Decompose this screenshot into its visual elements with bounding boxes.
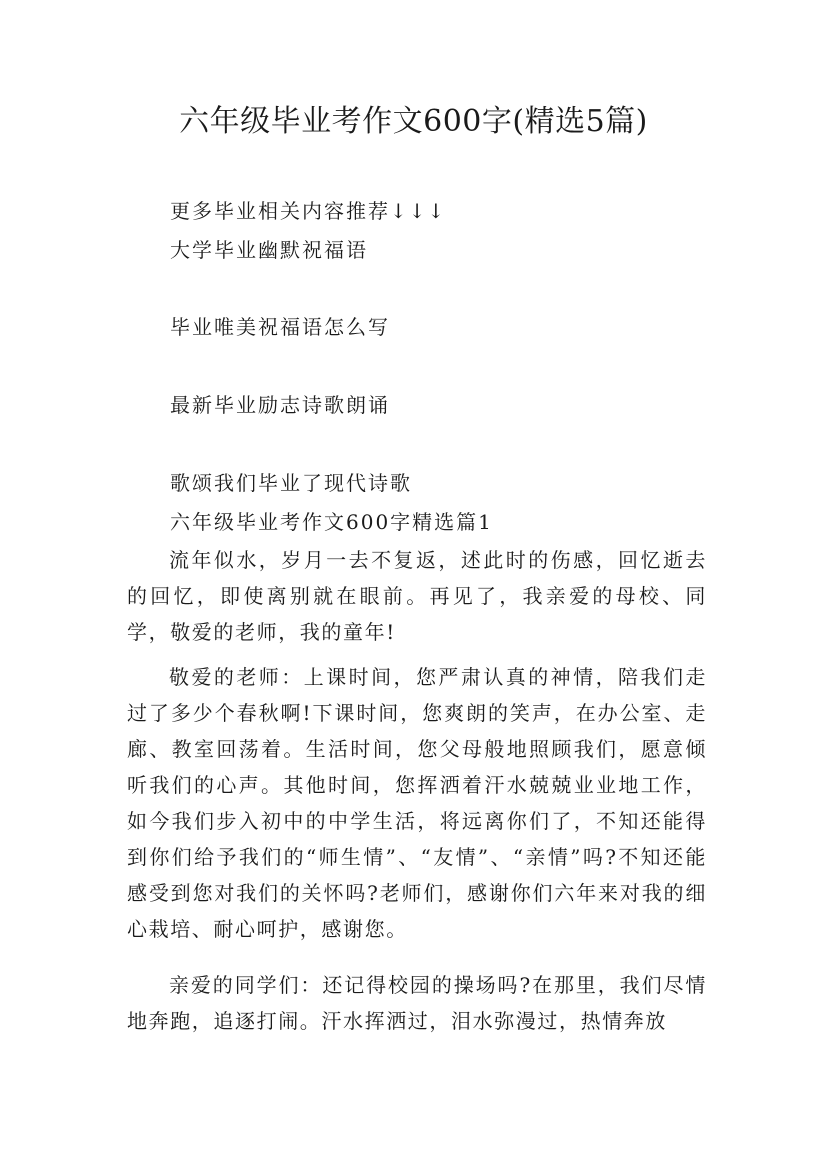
section-heading: 六年级毕业考作文600字精选篇1 — [170, 510, 493, 534]
recommend-link-1[interactable]: 大学毕业幽默祝福语 — [170, 238, 368, 262]
recommend-link-3[interactable]: 最新毕业励志诗歌朗诵 — [170, 393, 390, 417]
recommend-link-2[interactable]: 毕业唯美祝福语怎么写 — [170, 315, 390, 339]
document-title: 六年级毕业考作文600字(精选5篇) — [179, 104, 648, 139]
recommend-link-4[interactable]: 歌颂我们毕业了现代诗歌 — [170, 471, 412, 495]
recommend-header: 更多毕业相关内容推荐↓↓↓ — [170, 199, 447, 223]
paragraph-1: 流年似水，岁月一去不复返，述此时的伤感，回忆逝去的回忆，即使离别就在眼前。再见了，我亲爱的母校、同学，敬爱的老师，我的童年! — [127, 548, 707, 644]
paragraph-2: 敬爱的老师：上课时间，您严肃认真的神情，陪我们走过了多少个春秋啊!下课时间，您爽朗的笑声，在办公室、走廊、教室回荡着。生活时间，您父母般地照顾我们，愿意倾听我们的心声。其他时间，您挥洒着汗水兢兢业业地工作，如今我们步入初中的中学生活，将远离你们了，不知还能得到你们给予我们的“师生情”、“友情”、“亲情”吗?不知还能感受到您对我们的关怀吗?老师们，感谢你们六年来对我的细心栽培、耐心呵护，感谢您。 — [127, 665, 707, 941]
paragraph-3: 亲爱的同学们：还记得校园的操场吗?在那里，我们尽情地奔跑，追逐打闹。汗水挥洒过，泪水弥漫过，热情奔放 — [127, 973, 707, 1033]
